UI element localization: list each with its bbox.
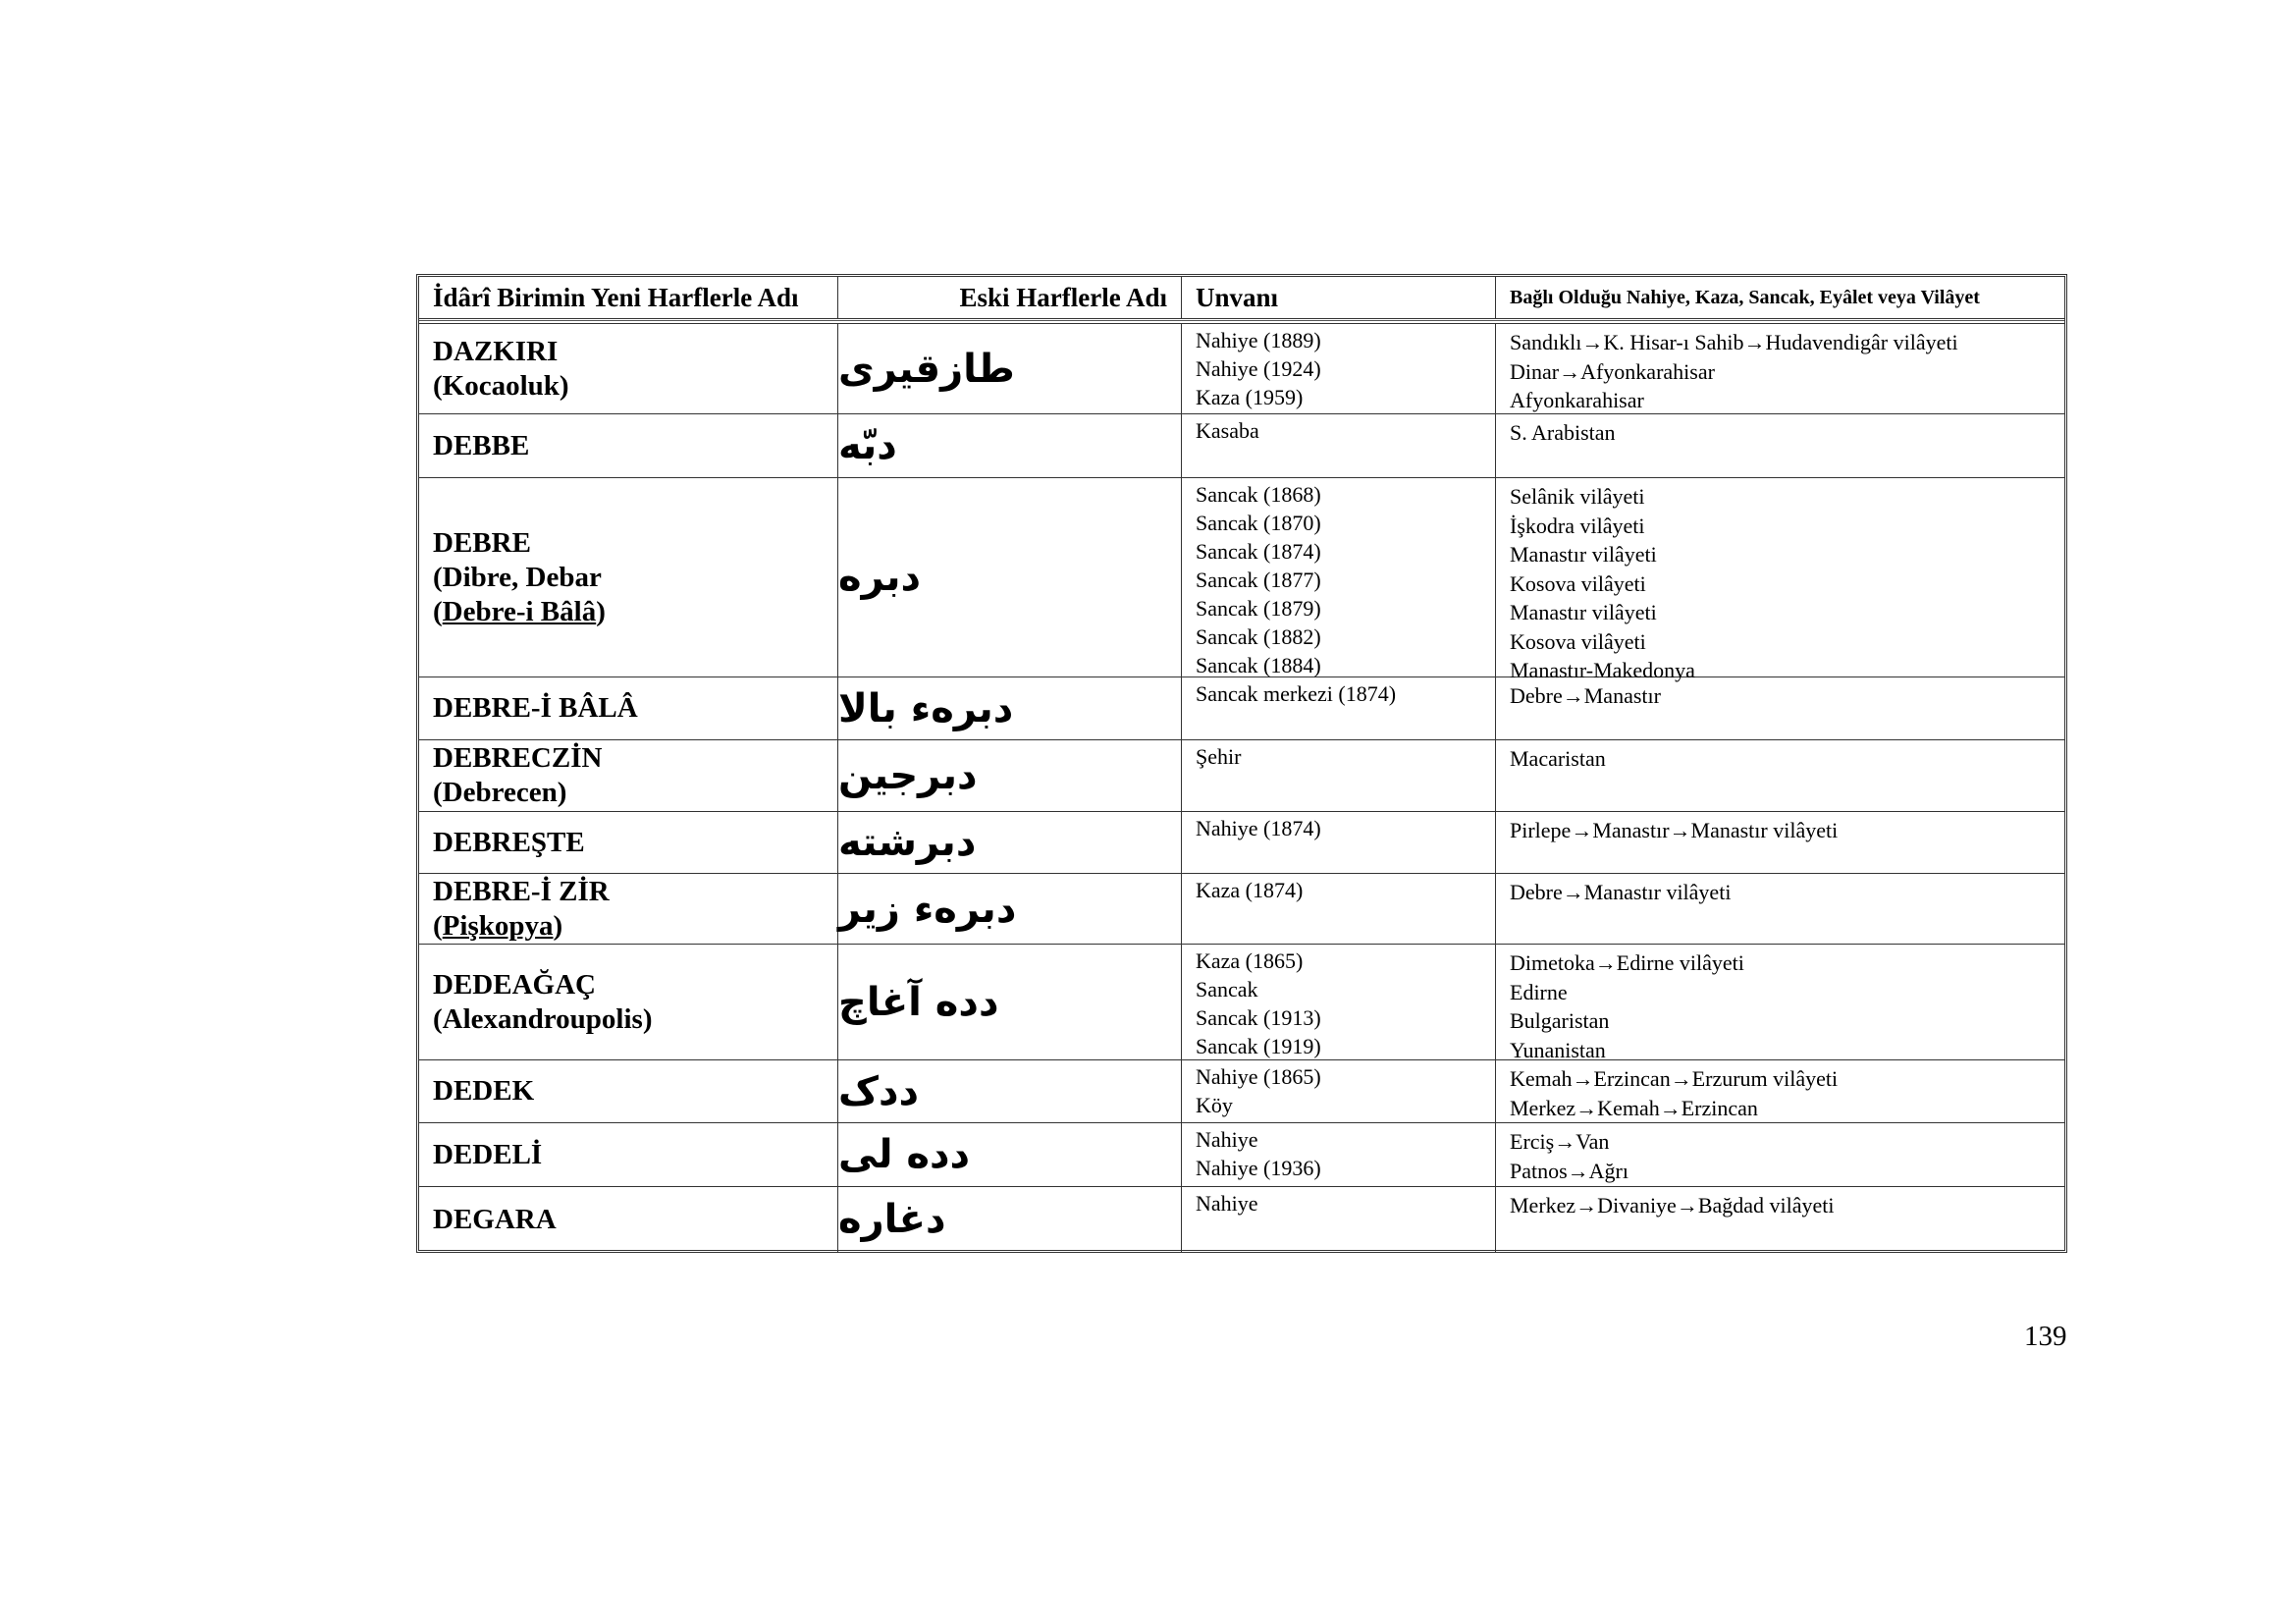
affiliation-entry: Dinar→Afyonkarahisar xyxy=(1510,358,1715,384)
cell-new-name xyxy=(419,740,838,811)
cell-ottoman-name xyxy=(838,874,1182,944)
cell-new-name xyxy=(419,478,838,677)
title-entry: Nahiye (1889) xyxy=(1196,328,1321,352)
cell-title xyxy=(1182,1123,1496,1186)
title-entry: Sancak (1877) xyxy=(1196,568,1321,592)
title-entry: Sancak (1874) xyxy=(1196,539,1321,564)
title-entry: Kaza (1959) xyxy=(1196,385,1304,409)
cell-affiliation xyxy=(1496,812,2064,873)
header-affiliation: Bağlı Olduğu Nahiye, Kaza, Sancak, Eyâlet veya Vilâyet xyxy=(1510,286,1980,308)
place-name: DEBRE-İ ZİR xyxy=(433,875,610,907)
paren-open: ( xyxy=(433,595,443,627)
alternate-name xyxy=(433,595,837,629)
title-entry: Nahiye (1874) xyxy=(1196,816,1321,840)
cell-affiliation xyxy=(1496,1187,2064,1252)
cell-new-name xyxy=(419,874,838,944)
table-row xyxy=(419,945,2064,1060)
place-name: DEGARA xyxy=(433,1203,557,1235)
underlined-alt-name: Pişkopya xyxy=(442,909,554,942)
table-row xyxy=(419,324,2064,414)
cell-ottoman-name xyxy=(838,1060,1182,1122)
paren-close: ) xyxy=(559,369,569,402)
header-title: Unvanı xyxy=(1182,277,1496,318)
alternate-name xyxy=(433,369,837,404)
title-entry: Nahiye (1865) xyxy=(1196,1064,1321,1089)
table-row xyxy=(419,1060,2064,1123)
affiliation-entry: Manastır vilâyeti xyxy=(1510,542,1657,567)
cell-affiliation xyxy=(1496,1123,2064,1186)
cell-title xyxy=(1182,414,1496,477)
title-entry: Sancak (1870) xyxy=(1196,511,1321,535)
title-entry: Nahiye (1924) xyxy=(1196,356,1321,381)
ottoman-script-name: دبّه xyxy=(838,423,897,468)
paren-open: ( xyxy=(433,1002,443,1035)
paren-close: ) xyxy=(557,777,567,808)
table-row xyxy=(419,478,2064,682)
paren-open: ( xyxy=(433,777,443,808)
title-entry: Şehir xyxy=(1196,744,1242,769)
title-entry: Sancak (1868) xyxy=(1196,482,1321,507)
place-name: DEBRE-İ BÂLÂ xyxy=(433,692,638,724)
affiliation-entry: Yunanistan xyxy=(1510,1037,1606,1062)
table-row xyxy=(419,740,2064,812)
place-name: DEDEK xyxy=(433,1075,535,1107)
affiliation-entry: Sandıklı→K. Hisar-ı Sahib→Hudavendigâr vilâyeti xyxy=(1510,330,1958,354)
place-name: DEDELİ xyxy=(433,1138,543,1170)
title-entry: Nahiye xyxy=(1196,1191,1258,1216)
paren-open: ( xyxy=(433,369,443,402)
cell-affiliation xyxy=(1496,945,2064,1062)
ottoman-script-name: دبرشته xyxy=(838,820,977,865)
alternate-name xyxy=(433,909,837,944)
affiliation-entry: S. Arabistan xyxy=(1510,420,1616,445)
title-entry: Kaza (1874) xyxy=(1196,878,1304,902)
cell-affiliation xyxy=(1496,740,2064,811)
underlined-alt-name: Debre-i Bâlâ xyxy=(442,595,597,627)
cell-affiliation xyxy=(1496,324,2064,413)
affiliation-entry: Macaristan xyxy=(1510,746,1606,771)
affiliation-entry: Debre→Manastır vilâyeti xyxy=(1510,880,1732,904)
table-body xyxy=(419,324,2064,1250)
ottoman-script-name: ددک xyxy=(838,1068,920,1114)
cell-ottoman-name xyxy=(838,677,1182,739)
affiliation-entry: Edirne xyxy=(1510,979,1568,1004)
cell-ottoman-name xyxy=(838,945,1182,1059)
cell-new-name xyxy=(419,1187,838,1252)
cell-ottoman-name xyxy=(838,740,1182,811)
cell-title xyxy=(1182,1060,1496,1122)
cell-new-name xyxy=(419,677,838,739)
place-name: DEDEAĞAÇ xyxy=(433,968,596,1001)
gazetteer-table xyxy=(416,274,2067,1253)
title-entry: Sancak (1919) xyxy=(1196,1034,1321,1058)
title-entry: Sancak merkezi (1874) xyxy=(1196,681,1397,706)
affiliation-entry: Afyonkarahisar xyxy=(1510,388,1644,412)
ottoman-script-name: دده آغاچ xyxy=(838,979,999,1025)
cell-new-name xyxy=(419,1123,838,1186)
cell-title xyxy=(1182,874,1496,944)
place-name: DEBRE xyxy=(433,526,531,559)
cell-title xyxy=(1182,812,1496,873)
cell-ottoman-name xyxy=(838,1187,1182,1252)
ottoman-script-name: طازقيرى xyxy=(838,346,1015,392)
title-entry: Sancak (1884) xyxy=(1196,653,1321,677)
cell-title xyxy=(1182,945,1496,1059)
title-entry: Sancak xyxy=(1196,977,1258,1001)
cell-new-name xyxy=(419,945,838,1059)
cell-title xyxy=(1182,740,1496,811)
cell-new-name xyxy=(419,324,838,413)
paren-open: ( xyxy=(433,909,443,942)
title-entry: Kaza (1865) xyxy=(1196,948,1304,973)
cell-affiliation xyxy=(1496,874,2064,944)
table-row xyxy=(419,812,2064,874)
ottoman-script-name: دبره xyxy=(838,555,922,600)
alt-name-text: Debrecen xyxy=(442,777,558,808)
paren-open: ( xyxy=(433,561,443,593)
title-entry: Köy xyxy=(1196,1093,1233,1117)
cell-affiliation xyxy=(1496,1060,2064,1122)
table-header-row xyxy=(419,277,2064,319)
place-name: DEBRECZİN xyxy=(433,742,603,774)
alternate-name xyxy=(433,561,837,595)
table-row xyxy=(419,874,2064,945)
title-entry: Sancak (1882) xyxy=(1196,624,1321,649)
place-name: DEBREŞTE xyxy=(433,826,585,858)
cell-title xyxy=(1182,1187,1496,1252)
alt-name-text: Alexandroupolis xyxy=(442,1002,643,1035)
title-entry: Sancak (1913) xyxy=(1196,1005,1321,1030)
page-number: 139 xyxy=(2024,1321,2067,1352)
affiliation-entry: İşkodra vilâyeti xyxy=(1510,513,1645,538)
affiliation-entry: Bulgaristan xyxy=(1510,1008,1610,1033)
affiliation-entry: Patnos→Ağrı xyxy=(1510,1158,1629,1183)
alternate-name xyxy=(433,1002,837,1037)
affiliation-entry: Selânik vilâyeti xyxy=(1510,484,1645,509)
affiliation-entry: Erciş→Van xyxy=(1510,1129,1610,1154)
affiliation-entry: Kosova vilâyeti xyxy=(1510,570,1646,596)
ottoman-script-name: دده لى xyxy=(838,1132,971,1177)
affiliation-entry: Pirlepe→Manastır→Manastır vilâyeti xyxy=(1510,818,1839,842)
ottoman-script-name: دبرهء بالا xyxy=(838,685,1014,731)
cell-affiliation xyxy=(1496,677,2064,739)
cell-ottoman-name xyxy=(838,324,1182,413)
affiliation-entry: Merkez→Divaniye→Bağdad vilâyeti xyxy=(1510,1193,1835,1218)
paren-close: ) xyxy=(553,909,563,942)
affiliation-entry: Kemah→Erzincan→Erzurum vilâyeti xyxy=(1510,1066,1839,1091)
cell-ottoman-name xyxy=(838,1123,1182,1186)
affiliation-entry: Manastır-Makedonya xyxy=(1510,658,1695,682)
table-row xyxy=(419,1123,2064,1187)
place-name: DEBBE xyxy=(433,429,530,461)
affiliation-entry: Manastır vilâyeti xyxy=(1510,600,1657,624)
ottoman-script-name: دبرجين xyxy=(838,753,978,798)
header-old-name: Eski Harflerle Adı xyxy=(838,277,1182,318)
header-new-name: İdârî Birimin Yeni Harflerle Adı xyxy=(419,277,838,318)
cell-new-name xyxy=(419,1060,838,1122)
cell-ottoman-name xyxy=(838,414,1182,477)
cell-new-name xyxy=(419,812,838,873)
ottoman-script-name: دبرهء زير xyxy=(838,886,1017,932)
table-row xyxy=(419,677,2064,740)
affiliation-entry: Merkez→Kemah→Erzincan xyxy=(1510,1095,1758,1120)
cell-title xyxy=(1182,478,1496,677)
title-entry: Nahiye (1936) xyxy=(1196,1156,1321,1180)
paren-close: ) xyxy=(596,595,606,627)
affiliation-entry: Kosova vilâyeti xyxy=(1510,628,1646,654)
cell-affiliation xyxy=(1496,414,2064,477)
affiliation-entry: Debre→Manastır xyxy=(1510,683,1661,708)
cell-ottoman-name xyxy=(838,478,1182,677)
cell-ottoman-name xyxy=(838,812,1182,873)
affiliation-entry: Dimetoka→Edirne vilâyeti xyxy=(1510,950,1744,975)
paren-close: ) xyxy=(642,1002,653,1035)
title-entry: Nahiye xyxy=(1196,1127,1258,1152)
alt-name-text: Kocaoluk xyxy=(442,369,560,402)
cell-new-name xyxy=(419,414,838,477)
alt-name-text: Dibre, Debar xyxy=(442,561,602,593)
alternate-name xyxy=(433,776,837,810)
cell-title xyxy=(1182,324,1496,413)
cell-affiliation xyxy=(1496,478,2064,682)
table-row xyxy=(419,1187,2064,1252)
title-entry: Kasaba xyxy=(1196,418,1259,443)
table-row xyxy=(419,414,2064,478)
place-name: DAZKIRI xyxy=(433,335,559,367)
ottoman-script-name: دغاره xyxy=(838,1197,946,1242)
title-entry: Sancak (1879) xyxy=(1196,596,1321,621)
cell-title xyxy=(1182,677,1496,739)
